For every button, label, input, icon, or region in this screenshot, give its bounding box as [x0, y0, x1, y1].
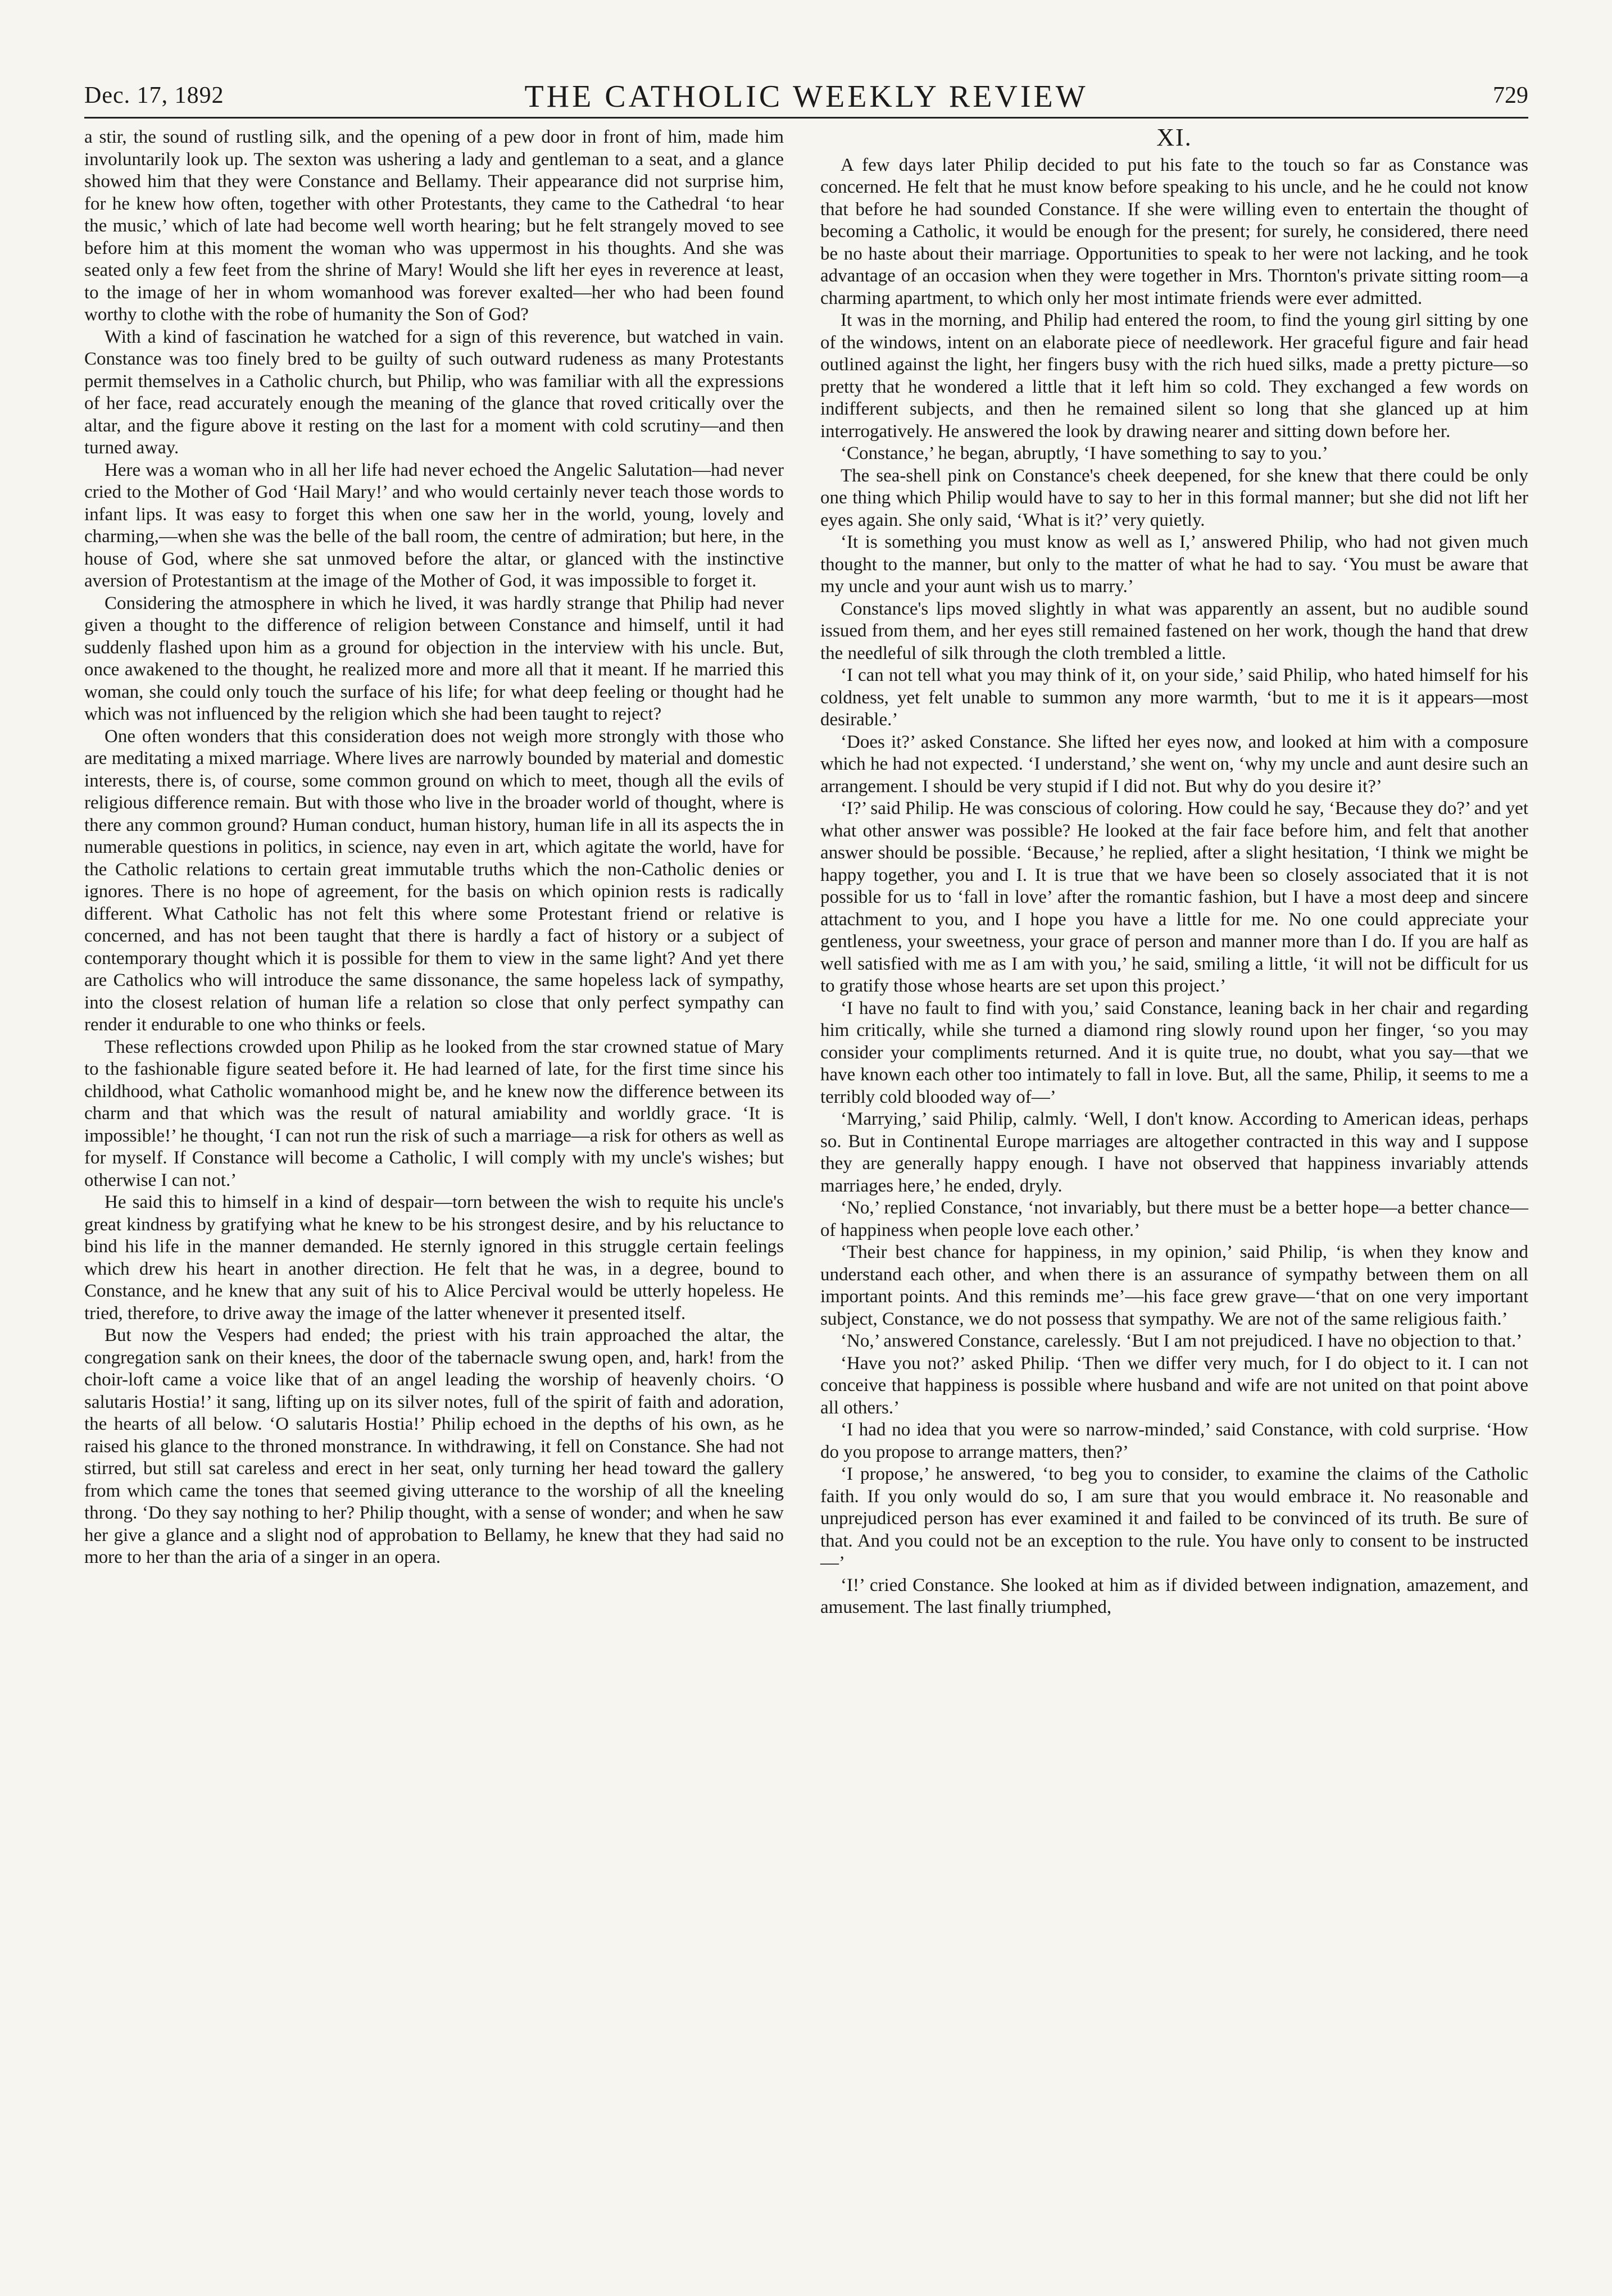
- paragraph: Here was a woman who in all her life had never echoed the Angelic Salutation—had never cried to the Mother of God ‘Hail Mary!’ and who would certainly never teach those words to infant lips. It was easy to forget this when one saw her in the world, young, lovely and charming,—when she was the belle of the ball room, the centre of admiration; but here, in the house of God, where she sat unmoved before the altar, or glanced with the instinctive aversion of Protestantism at the image of the Mother of God, it was impossible to forget it.: [84, 460, 784, 591]
- page-number: 729: [1493, 83, 1528, 108]
- left-column: [84, 126, 784, 1569]
- paragraph: These reflections crowded upon Philip as he looked from the star crowned statue of Mary to the fashionable figure seated before it. He had learned of late, for the first time since his childhood, what Catholic womanhood might be, and he knew now the difference between its charm and that which was the result of natural amiability and worldly grace. ‘It is impossible!’ he thought, ‘I can not run the risk of such a marriage—a risk for others as well as for myself. If Constance will become a Catholic, I will comply with my uncle's wishes; but otherwise I can not.’: [84, 1036, 784, 1190]
- paragraph: Constance's lips moved slightly in what was apparently an assent, but no audible sound issued from them, and her eyes still remained fastened on her work, though the hand that drew the needleful of silk through the cloth trembled a little.: [820, 598, 1528, 663]
- paragraph: ‘Their best chance for happiness, in my opinion,’ said Philip, ‘is when they know and understand each other, and when there is an assurance of sympathy between them on all important points. And this reminds me’—his face grew grave—‘that on one very important subject, Constance, we do not possess that sympathy. We are not of the same religious faith.’: [820, 1242, 1528, 1329]
- paragraph: ‘I had no idea that you were so narrow-minded,’ said Constance, with cold surprise. ‘How do you propose to arrange matters, then?’: [820, 1420, 1528, 1462]
- paragraph: ‘No,’ answered Constance, carelessly. ‘But I am not prejudiced. I have no objection to that.’: [841, 1331, 1523, 1351]
- paragraph: ‘Marrying,’ said Philip, calmly. ‘Well, I don't know. According to American ideas, perhaps so. But in Continental Europe marriages are altogether contracted in this way and I suppose they are generally happy enough. I have not observed that happiness invariably attends marriages here,’ he ended, dryly.: [820, 1109, 1528, 1196]
- paragraph: ‘No,’ replied Constance, ‘not invariably, but there must be a better hope—a better chance—of happiness when people love each other.’: [820, 1198, 1528, 1240]
- right-column: [820, 126, 1528, 1619]
- issue-date: Dec. 17, 1892: [84, 83, 224, 108]
- paragraph: A few days later Philip decided to put his fate to the touch so far as Constance was concerned. He felt that he must know before speaking to his uncle, and he he could not know that before he had sounded Constance. If she were willing even to entertain the thought of becoming a Catholic, it would be enough for the present; for surely, he considered, there need be no haste about their marriage. Opportunities to speak to her were not lacking, and he took advantage of an occasion when they were together in Mrs. Thornton's private sitting room—a charming apartment, to which only her most intimate friends were ever admitted.: [820, 154, 1528, 308]
- paragraph: But now the Vespers had ended; the priest with his train approached the altar, the congregation sank on their knees, the door of the tabernacle swung open, and, hark! from the choir-loft came a voice like that of an angel leading the worship of heavenly choirs. ‘O salutaris Hostia!’ it sang, lifting up on its silver notes, full of the spirit of faith and adoration, the hearts of all below. ‘O salutaris Hostia!’ Philip echoed in the depths of his own, as he raised his glance to the throned monstrance. In withdrawing, it fell on Constance. She had not stirred, but still sat careless and erect in her seat, only turning her head toward the gallery from which came the tones that seemed giving utterance to the worship of all the kneeling throng. ‘Do they say nothing to her? Philip thought, with a sense of wonder; and when he saw her give a glance and a slight nod of approbation to Bellamy, he knew that they had said no more to her than the aria of a singer in an opera.: [84, 1325, 784, 1567]
- paragraph: ‘I have no fault to find with you,’ said Constance, leaning back in her chair and regarding him critically, while she turned a diamond ring slowly round upon her finger, ‘so you may consider your compliments returned. And it is quite true, no doubt, what you say—that we have known each other too intimately to fall in love. But, all the same, Philip, it seems to me a terribly cold blooded way of—’: [820, 998, 1528, 1107]
- paragraph: a stir, the sound of rustling silk, and the opening of a pew door in front of him, made him involuntarily look up. The sexton was ushering a lady and gentleman to a seat, and a glance showed him that they were Constance and Bellamy. Their appearance did not surprise him, for he knew how often, together with other Protestants, they came to the Cathedral ‘to hear the music,’ which of late had become well worth hearing; but he felt strangely moved to see before him at this moment the woman who was uppermost in his thoughts. And she was seated only a few feet from the shrine of Mary! Would she lift her eyes in reverence at least, to the image of her in whom womanhood was forever exalted—her who had been found worthy to clothe with the robe of humanity the Son of God?: [84, 127, 784, 325]
- paragraph: ‘Does it?’ asked Constance. She lifted her eyes now, and looked at him with a composure which he had not expected. ‘I understand,’ she went on, ‘why my uncle and aunt desire such an arrangement. I should be very stupid if I did not. But why do you desire it?’: [820, 731, 1528, 797]
- paragraph: ‘I!’ cried Constance. She looked at him as if divided between indignation, amazement, and amusement. The last finally triumphed,: [820, 1575, 1528, 1617]
- paragraph: It was in the morning, and Philip had entered the room, to find the young girl sitting by one of the windows, intent on an elaborate piece of needlework. Her graceful figure and fair head outlined against the light, her fingers busy with the rich hued silks, made a pretty picture—so pretty that he wondered a little that it left him so cold. They exchanged a few words on indifferent subjects, and then he remained silent so long that she glanced up at him interrogatively. He answered the look by drawing nearer and sitting down before her.: [820, 310, 1528, 442]
- paragraph: ‘I propose,’ he answered, ‘to beg you to consider, to examine the claims of the Catholic faith. If you only would do so, I am sure that you would embrace it. No reasonable and unprejudiced person has ever examined it and failed to be convinced of its truth. Be sure of that. And you could not be an exception to the rule. You have only to consent to be instructed—’: [820, 1464, 1528, 1573]
- paragraph: The sea-shell pink on Constance's cheek deepened, for she knew that there could be only one thing which Philip would have to say to her in this formal manner; but she did not lift her eyes again. She only said, ‘What is it?’ very quietly.: [820, 465, 1528, 530]
- paragraph: One often wonders that this consideration does not weigh more strongly with those who are meditating a mixed marriage. Where lives are narrowly bounded by material and domestic interests, there is, of course, some common ground on which to meet, though all the evils of religious difference remain. But with those who live in the broader world of thought, where is there any common ground? Human conduct, human history, human life in all its aspects the in numerable questions in politics, in science, nay even in art, which agitate the world, have for the Catholic relations to certain great immutable truths which the non-Catholic denies or ignores. There is no hope of agreement, for the basis on which opinion rests is radically different. What Catholic has not felt this where some Protestant friend or relative is concerned, and has not been taught that there is hardly a fact of history or a subject of contemporary thought which it is possible for them to view in the same light? And yet there are Catholics who will introduce the same dissonance, the same hopeless lack of sympathy, into the closest relation of human life a relation so close that only perfect sympathy can render it endurable to one who thinks or feels.: [84, 726, 784, 1035]
- page-header: [84, 66, 1528, 119]
- paragraph: ‘Constance,’ he began, abruptly, ‘I have something to say to you.’: [841, 443, 1328, 463]
- paragraph: He said this to himself in a kind of despair—torn between the wish to requite his uncle's great kindness by gratifying what he knew to be his strongest desire, and by his reluctance to bind his life in the manner demanded. He sternly ignored in this struggle certain feelings which drew his heart in another direction. He felt that he was, in a degree, bound to Constance, and he knew that any suit of his to Alice Percival would be utterly hopeless. He tried, therefore, to drive away the image of the latter whenever it presented itself.: [84, 1192, 784, 1324]
- paragraph: Considering the atmosphere in which he lived, it was hardly strange that Philip had never given a thought to the difference of religion between Constance and himself, until it had suddenly flashed upon him as a ground for objection in the interview with his uncle. But, once awakened to the thought, he realized more and more all that it meant. If he married this woman, she could only touch the surface of his life; for what deep feeling or thought had he which was not influenced by the religion which she had been taught to reject?: [84, 593, 784, 724]
- paragraph: With a kind of fascination he watched for a sign of this reverence, but watched in vain. Constance was too finely bred to be guilty of such outward rudeness as many Protestants permit themselves in a Catholic church, but Philip, who was familiar with all the expressions of her face, read accurately enough the meaning of the glance that roved critically over the altar, and the figure above it resting on the last for a moment with cold scrutiny—and then turned away.: [84, 326, 784, 458]
- publication-title: THE CATHOLIC WEEKLY REVIEW: [524, 79, 1088, 114]
- paragraph: ‘I?’ said Philip. He was conscious of coloring. How could he say, ‘Because they do?’ and yet what other answer was possible? He looked at the fair face before him, and felt that another answer should be possible. ‘Because,’ he replied, after a slight hesitation, ‘I think we might be happy together, you and I. It is true that we have been so closely associated that it is not possible for us to ‘fall in love’ after the romantic fashion, but I have a most deep and sincere attachment to you, and I hope you have a little for me. No one could appreciate your gentleness, your sweetness, your grace of person and manner more than I do. If you are half as well satisfied with me as I am with you,’ he said, smiling a little, ‘it will not be difficult for us to gratify those whose hearts are set upon this project.’: [820, 798, 1528, 996]
- paragraph: ‘Have you not?’ asked Philip. ‘Then we differ very much, for I do object to it. I can not conceive that happiness is possible where husband and wife are not united on that point above all others.’: [820, 1353, 1528, 1418]
- paragraph: ‘I can not tell what you may think of it, on your side,’ said Philip, who hated himself for his coldness, yet felt unable to summon any more warmth, ‘but to me it is it appears—most desirable.’: [820, 665, 1528, 730]
- chapter-heading: XI.: [1156, 124, 1192, 151]
- paragraph: ‘It is something you must know as well as I,’ answered Philip, who had not given much thought to the manner, but only to the matter of what he had to say. ‘You must be aware that my uncle and your aunt wish us to marry.’: [820, 532, 1528, 597]
